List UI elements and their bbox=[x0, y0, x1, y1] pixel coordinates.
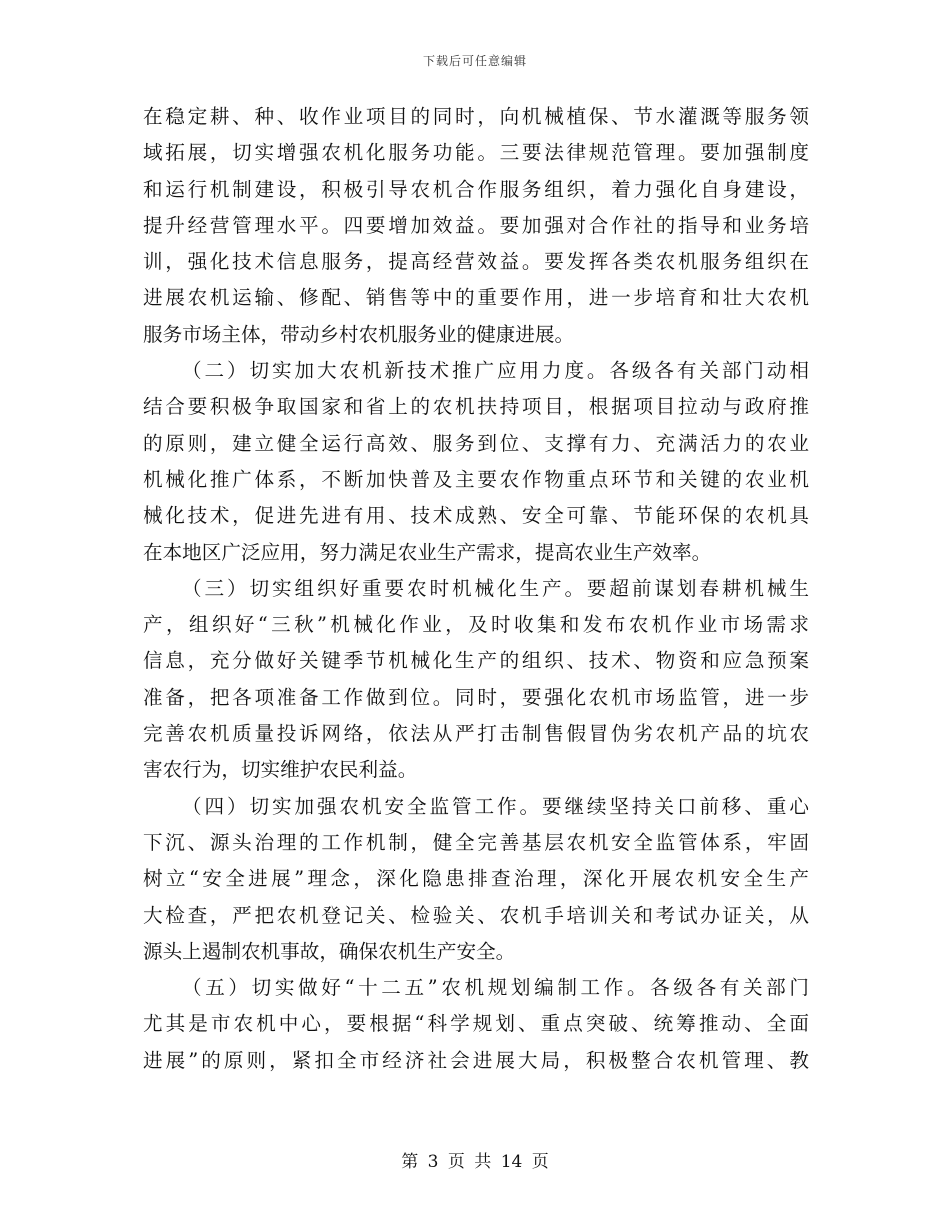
text-line: 信息，充分做好关键季节机械化生产的组织、技术、物资和应急预案 bbox=[143, 649, 809, 673]
page-header: 下载后可任意编辑 bbox=[422, 54, 527, 68]
text-line: 结合要积极争取国家和省上的农机扶持项目，根据项目拉动与政府推 bbox=[143, 395, 809, 419]
text-line: （五）切实做好“十二五”农机规划编制工作。各级各有关部门 bbox=[182, 976, 809, 1000]
paragraph bbox=[143, 353, 809, 571]
text-line: 服务市场主体，带动乡村农机服务业的健康进展。 bbox=[143, 322, 575, 346]
text-line: 和运行机制建设，积极引导农机合作服务组织，着力强化自身建设， bbox=[143, 177, 809, 201]
text-line: 产，组织好“三秋”机械化作业，及时收集和发布农机作业市场需求 bbox=[143, 613, 809, 637]
text-line: 尤其是市农机中心，要根据“科学规划、重点突破、统筹推动、全面 bbox=[143, 1012, 809, 1036]
paragraph bbox=[143, 99, 809, 353]
text-line: 准备，把各项准备工作做到位。同时，要强化农机市场监管，进一步 bbox=[143, 685, 809, 709]
text-line: 训，强化技术信息服务，提高经营效益。要发挥各类农机服务组织在 bbox=[143, 250, 809, 274]
text-line: 害农行为，切实维护农民利益。 bbox=[143, 758, 418, 782]
text-line: 提升经营管理水平。四要增加效益。要加强对合作社的指导和业务培 bbox=[143, 213, 809, 237]
text-line: （三）切实组织好重要农时机械化生产。要超前谋划春耕机械生 bbox=[182, 576, 809, 600]
text-line: 在稳定耕、种、收作业项目的同时，向机械植保、节水灌溉等服务领 bbox=[143, 105, 809, 128]
document-body bbox=[143, 99, 809, 1079]
text-line: 下沉、源头治理的工作机制，健全完善基层农机安全监管体系，牢固 bbox=[143, 830, 809, 854]
text-line: 域拓展，切实增强农机化服务功能。三要法律规范管理。要加强制度 bbox=[143, 141, 809, 165]
text-line: 完善农机质量投诉网络，依法从严打击制售假冒伪劣农机产品的坑农 bbox=[143, 722, 809, 746]
text-line: 在本地区广泛应用，努力满足农业生产需求，提高农业生产效率。 bbox=[143, 540, 712, 564]
text-line: （二）切实加大农机新技术推广应用力度。各级各有关部门动相 bbox=[182, 359, 809, 383]
text-line: 机械化推广体系，不断加快普及主要农作物重点环节和关键的农业机 bbox=[143, 467, 809, 491]
text-line: 树立“安全进展”理念，深化隐患排查治理，深化开展农机安全生产 bbox=[143, 867, 809, 891]
paragraph bbox=[143, 789, 809, 970]
text-line: 进展”的原则，紧扣全市经济社会进展大局，积极整合农机管理、教 bbox=[143, 1048, 809, 1072]
text-line: 进展农机运输、修配、销售等中的重要作用，进一步培育和壮大农机 bbox=[143, 286, 809, 310]
paragraph bbox=[143, 970, 809, 1079]
text-line: 的原则，建立健全运行高效、服务到位、支撑有力、充满活力的农业 bbox=[143, 431, 809, 455]
text-line: （四）切实加强农机安全监管工作。要继续坚持关口前移、重心 bbox=[182, 794, 809, 818]
text-line: 源头上遏制农机事故，确保农机生产安全。 bbox=[143, 939, 516, 963]
paragraph bbox=[143, 571, 809, 789]
text-line: 大检查，严把农机登记关、检验关、农机手培训关和考试办证关，从 bbox=[143, 903, 809, 927]
page-number-footer: 第 3 页 共 14 页 bbox=[401, 1152, 549, 1172]
text-line: 械化技术，促进先进有用、技术成熟、安全可靠、节能环保的农机具 bbox=[143, 504, 809, 528]
